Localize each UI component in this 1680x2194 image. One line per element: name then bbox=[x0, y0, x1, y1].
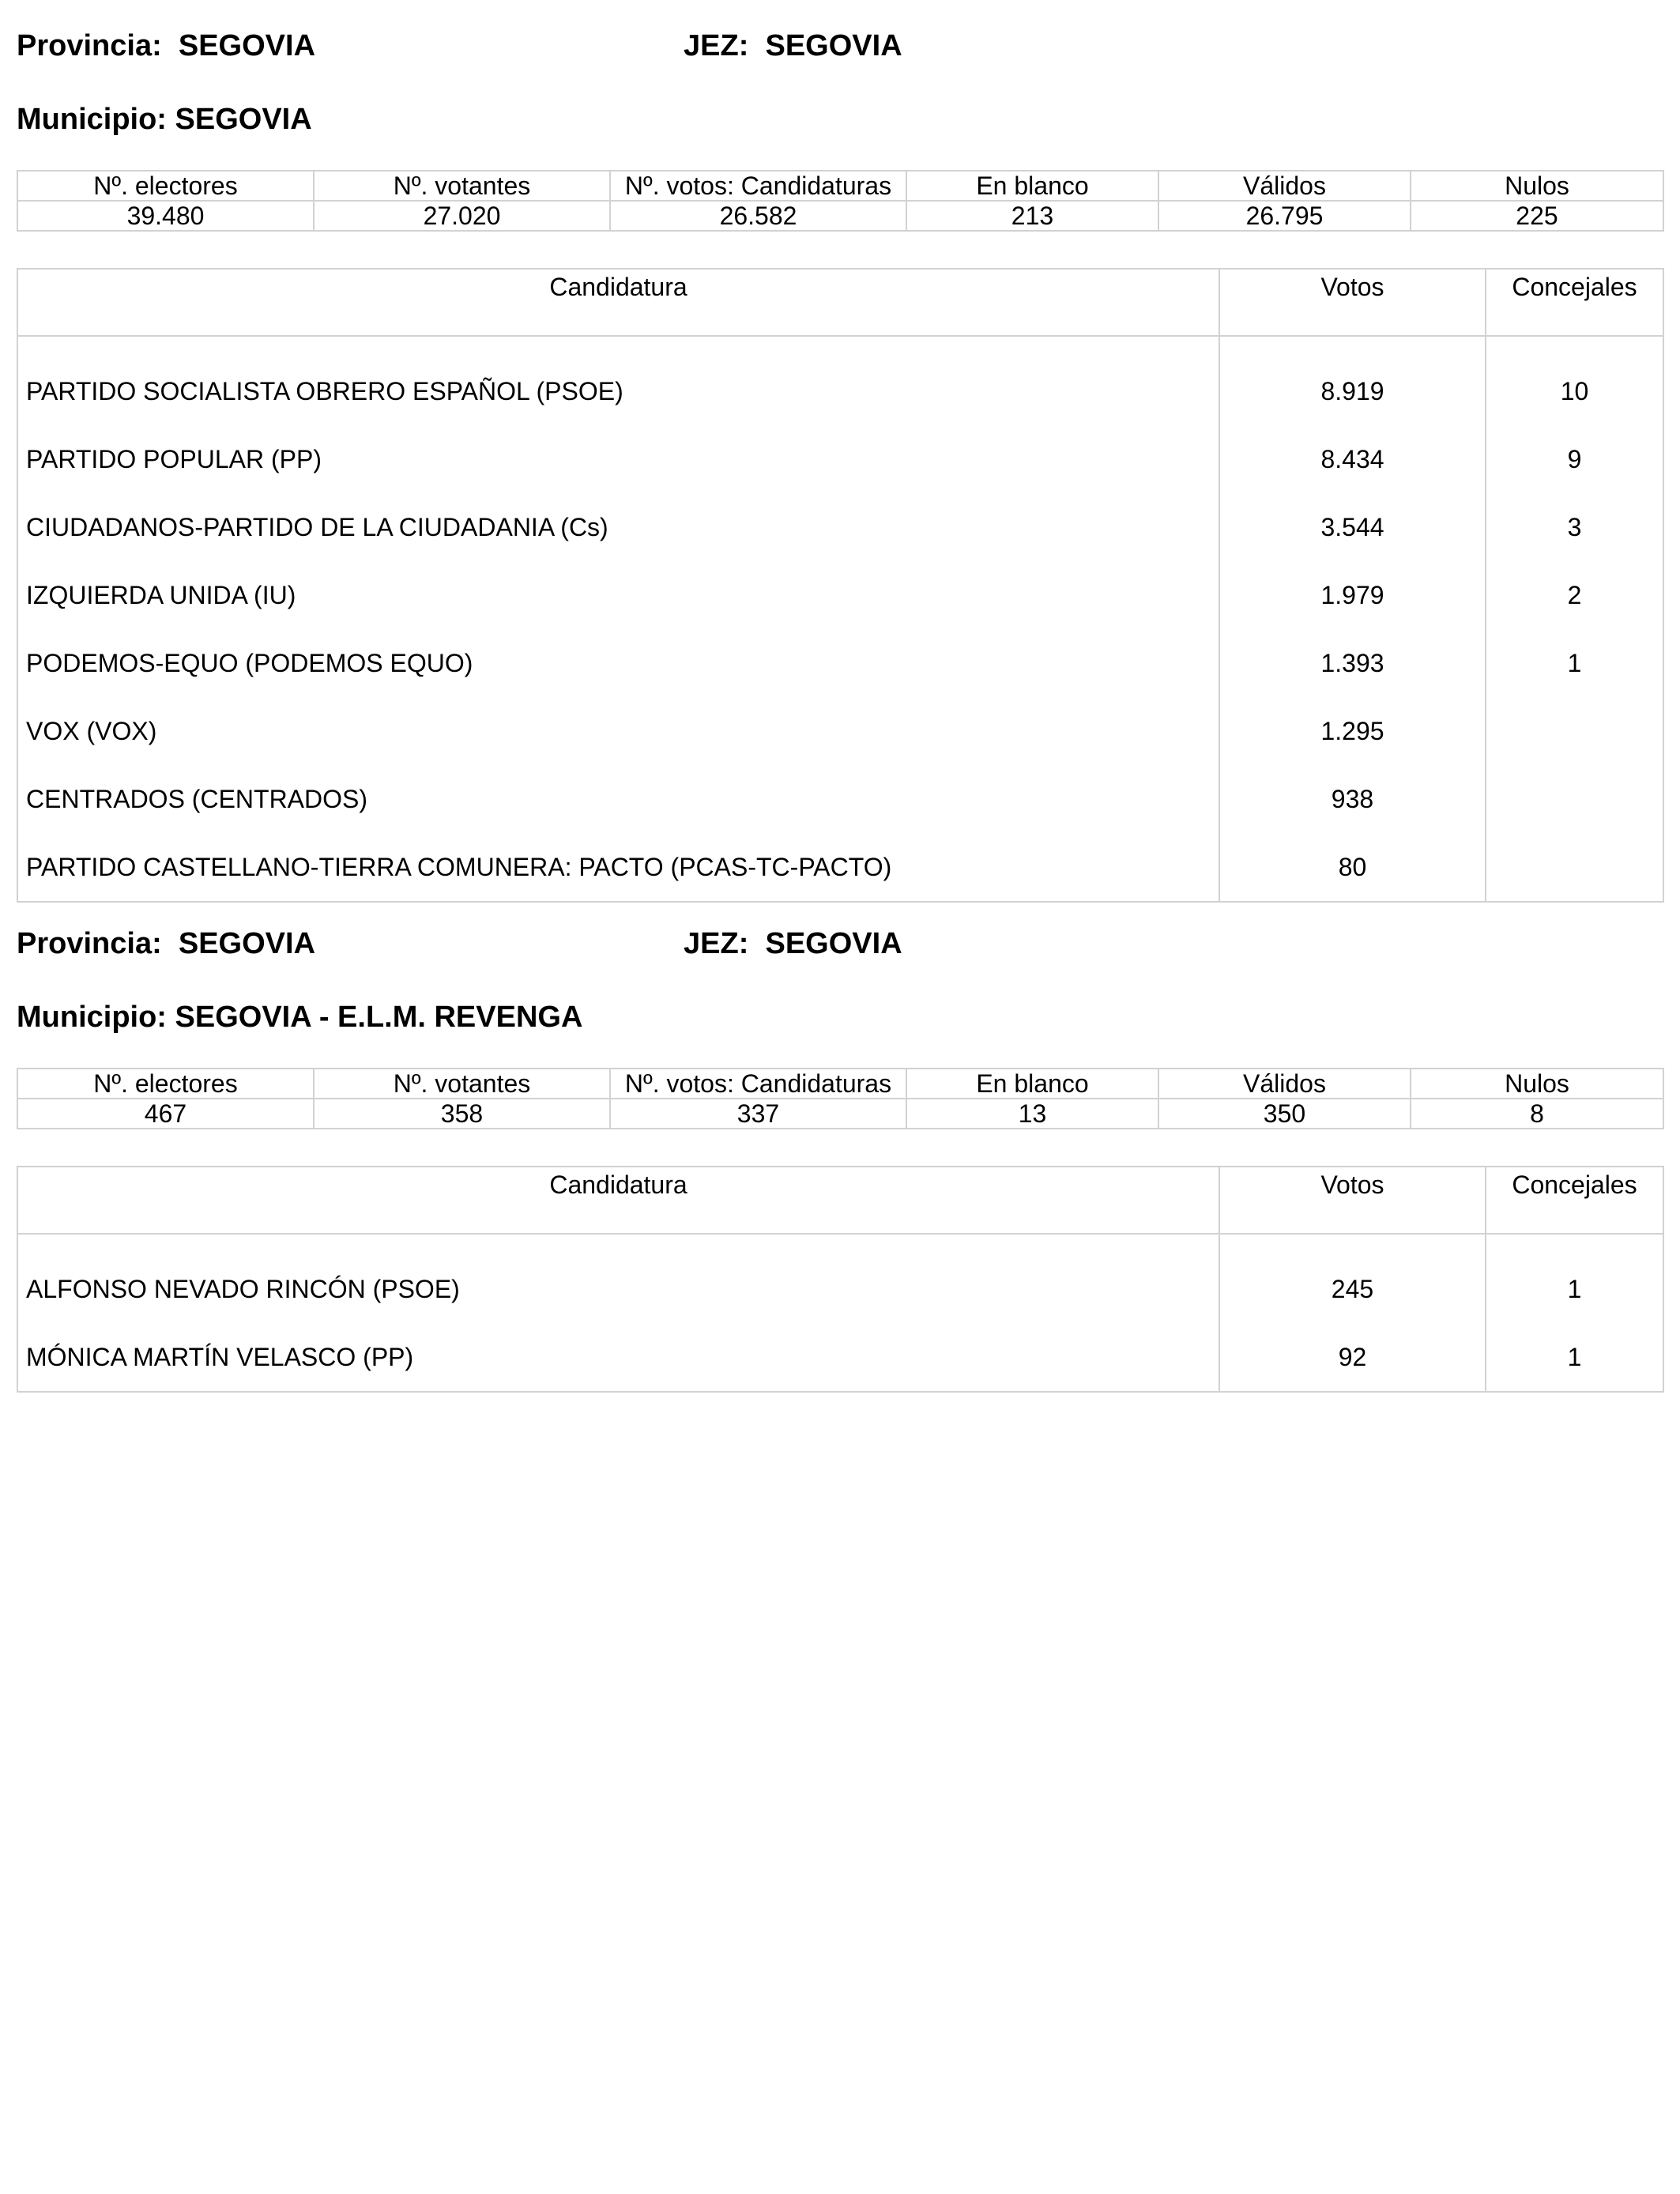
stats-value: 350 bbox=[1158, 1099, 1411, 1129]
candidate-name: CIUDADANOS-PARTIDO DE LA CIUDADANIA (Cs) bbox=[17, 493, 1219, 561]
stats-header: Nº. votantes bbox=[314, 171, 610, 201]
summary-stats-table bbox=[17, 1068, 1664, 1129]
votos-header: Votos bbox=[1219, 269, 1486, 336]
stats-value: 13 bbox=[906, 1099, 1158, 1129]
candidate-name: PODEMOS-EQUO (PODEMOS EQUO) bbox=[17, 629, 1219, 697]
candidate-name: ALFONSO NEVADO RINCÓN (PSOE) bbox=[17, 1234, 1219, 1323]
candidate-name: PARTIDO POPULAR (PP) bbox=[17, 425, 1219, 493]
candidate-votes: 938 bbox=[1219, 765, 1486, 833]
candidate-seats bbox=[1486, 833, 1663, 902]
candidate-votes: 8.434 bbox=[1219, 425, 1486, 493]
stats-value: 27.020 bbox=[314, 201, 610, 231]
table-row bbox=[17, 765, 1663, 833]
candidate-seats: 10 bbox=[1486, 336, 1663, 425]
stats-header: En blanco bbox=[906, 1069, 1158, 1099]
candidates-header-row bbox=[17, 269, 1663, 336]
table-row bbox=[17, 493, 1663, 561]
table-row bbox=[17, 1234, 1663, 1323]
province-jez-line bbox=[17, 920, 1663, 967]
candidate-name: CENTRADOS (CENTRADOS) bbox=[17, 765, 1219, 833]
candidates-table bbox=[17, 1166, 1664, 1393]
stats-header: Nº. electores bbox=[17, 171, 314, 201]
candidatura-header: Candidatura bbox=[17, 269, 1219, 336]
candidate-votes: 80 bbox=[1219, 833, 1486, 902]
table-row bbox=[17, 1323, 1663, 1392]
stats-header: Nulos bbox=[1411, 171, 1663, 201]
candidate-name: VOX (VOX) bbox=[17, 697, 1219, 765]
concejales-header: Concejales bbox=[1486, 269, 1663, 336]
table-row bbox=[17, 833, 1663, 902]
candidate-seats: 1 bbox=[1486, 629, 1663, 697]
stats-header: En blanco bbox=[906, 171, 1158, 201]
candidate-name: MÓNICA MARTÍN VELASCO (PP) bbox=[17, 1323, 1219, 1392]
candidate-seats bbox=[1486, 697, 1663, 765]
stats-header: Válidos bbox=[1158, 1069, 1411, 1099]
stats-header: Válidos bbox=[1158, 171, 1411, 201]
stats-value-row bbox=[17, 1099, 1663, 1129]
stats-header: Nº. votantes bbox=[314, 1069, 610, 1099]
stats-header: Nº. votos: Candidaturas bbox=[610, 171, 906, 201]
candidate-votes: 1.979 bbox=[1219, 561, 1486, 629]
stats-value-row bbox=[17, 201, 1663, 231]
candidate-votes: 245 bbox=[1219, 1234, 1486, 1323]
table-row bbox=[17, 629, 1663, 697]
stats-header-row bbox=[17, 171, 1663, 201]
candidate-seats: 9 bbox=[1486, 425, 1663, 493]
summary-stats-table bbox=[17, 170, 1664, 232]
stats-value: 26.582 bbox=[610, 201, 906, 231]
concejales-header: Concejales bbox=[1486, 1167, 1663, 1234]
province-jez-line bbox=[17, 22, 1663, 70]
candidate-votes: 1.295 bbox=[1219, 697, 1486, 765]
candidate-seats: 2 bbox=[1486, 561, 1663, 629]
stats-header: Nº. votos: Candidaturas bbox=[610, 1069, 906, 1099]
stats-value: 8 bbox=[1411, 1099, 1663, 1129]
stats-value: 26.795 bbox=[1158, 201, 1411, 231]
table-row bbox=[17, 561, 1663, 629]
municipality-heading: Municipio: SEGOVIA - E.L.M. REVENGA bbox=[17, 1001, 583, 1034]
candidatura-header: Candidatura bbox=[17, 1167, 1219, 1234]
province-heading: Provincia: SEGOVIA bbox=[17, 927, 316, 960]
candidate-name: IZQUIERDA UNIDA (IU) bbox=[17, 561, 1219, 629]
table-row bbox=[17, 336, 1663, 425]
stats-value: 467 bbox=[17, 1099, 314, 1129]
stats-value: 358 bbox=[314, 1099, 610, 1129]
candidate-seats: 3 bbox=[1486, 493, 1663, 561]
candidates-header-row bbox=[17, 1167, 1663, 1234]
stats-value: 337 bbox=[610, 1099, 906, 1129]
candidate-seats bbox=[1486, 765, 1663, 833]
table-row bbox=[17, 425, 1663, 493]
province-heading: Provincia: SEGOVIA bbox=[17, 29, 316, 62]
stats-header: Nº. electores bbox=[17, 1069, 314, 1099]
candidate-votes: 92 bbox=[1219, 1323, 1486, 1392]
stats-header: Nulos bbox=[1411, 1069, 1663, 1099]
jez-heading: JEZ: SEGOVIA bbox=[684, 927, 902, 960]
candidate-votes: 1.393 bbox=[1219, 629, 1486, 697]
stats-value: 213 bbox=[906, 201, 1158, 231]
votos-header: Votos bbox=[1219, 1167, 1486, 1234]
candidate-name: PARTIDO SOCIALISTA OBRERO ESPAÑOL (PSOE) bbox=[17, 336, 1219, 425]
results-section-segovia bbox=[17, 22, 1663, 903]
results-section-revenga bbox=[17, 920, 1663, 1393]
candidate-seats: 1 bbox=[1486, 1323, 1663, 1392]
table-row bbox=[17, 697, 1663, 765]
stats-value: 39.480 bbox=[17, 201, 314, 231]
candidate-votes: 3.544 bbox=[1219, 493, 1486, 561]
candidate-seats: 1 bbox=[1486, 1234, 1663, 1323]
stats-header-row bbox=[17, 1069, 1663, 1099]
candidate-votes: 8.919 bbox=[1219, 336, 1486, 425]
jez-heading: JEZ: SEGOVIA bbox=[684, 29, 902, 62]
candidate-name: PARTIDO CASTELLANO-TIERRA COMUNERA: PACTO (PCAS-TC-PACTO) bbox=[17, 833, 1219, 902]
candidates-table bbox=[17, 268, 1664, 903]
stats-value: 225 bbox=[1411, 201, 1663, 231]
municipality-heading: Municipio: SEGOVIA bbox=[17, 103, 312, 136]
